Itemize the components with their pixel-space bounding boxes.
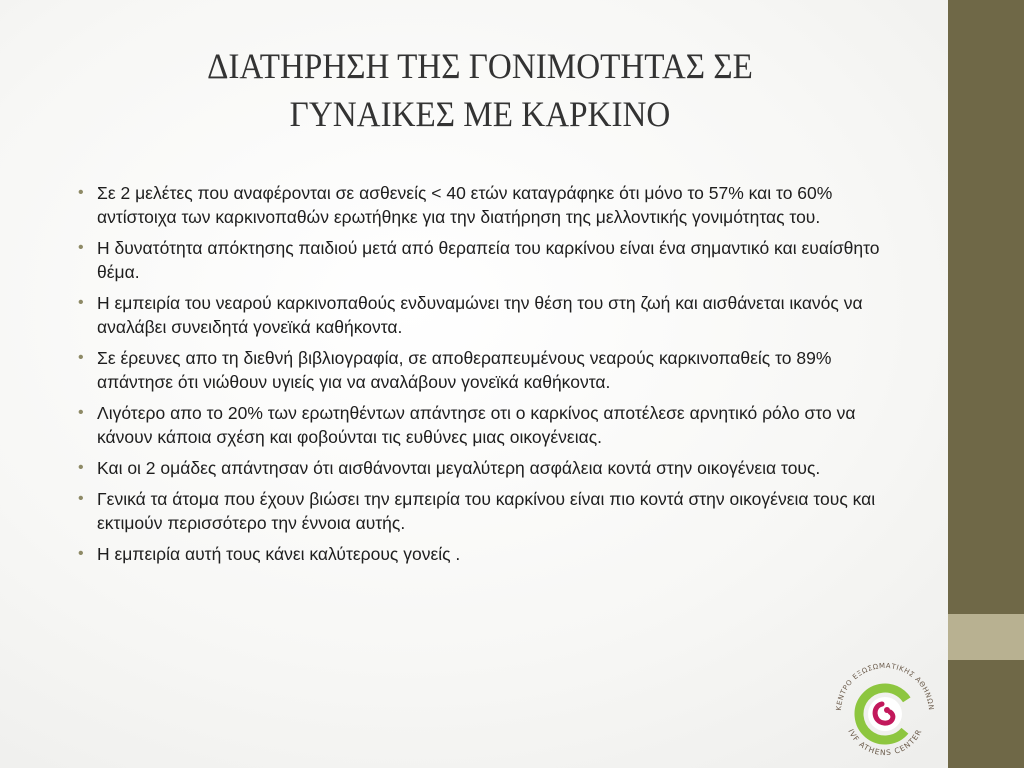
- sidebar-decoration-bottom: [948, 660, 1024, 768]
- bullet-item-3: • Η εμπειρία του νεαρού καρκινοπαθούς ενδυναμώνει την θέση του στη ζωή και αισθάνεται ικανός να αναλάβει συνειδητά γονεϊκά καθήκοντα.: [78, 291, 898, 339]
- bullet-item-1: • Σε 2 μελέτες που αναφέρονται σε ασθενείς < 40 ετών καταγράφηκε ότι μόνο το 57% και το 60% αντίστοιχα των καρκινοπαθών ερωτήθηκε για την διατήρηση της μελλοντικής γονιμότητας του.: [78, 181, 898, 229]
- bullet-item-6: • Και οι 2 ομάδες απάντησαν ότι αισθάνονται μεγαλύτερη ασφάλεια κοντά στην οικογένεια τους.: [78, 456, 898, 480]
- sidebar-decoration-accent: [948, 614, 1024, 660]
- logo-arc-top-text: ΚΕΝΤΡΟ ΕΞΩΣΩΜΑΤΙΚΗΣ ΑΘΗΝΩΝ: [834, 661, 936, 711]
- slide-title-line-1: ΔΙΑΤΗΡΗΣΗ ΤΗΣ ΓΟΝΙΜΟΤΗΤΑΣ ΣΕ: [207, 46, 753, 86]
- sidebar-decoration-top: [948, 0, 1024, 614]
- bullet-item-5: • Λιγότερο απο το 20% των ερωτηθέντων απάντησε οτι ο καρκίνος αποτέλεσε αρνητικό ρόλο στο να κάνουν κάποια σχέση και φοβούνται τις ευθύνες μιας οικογένειας.: [78, 401, 898, 449]
- ivf-athens-center-logo-icon: [826, 650, 944, 768]
- bullet-list: [78, 181, 898, 573]
- slide-title: [130, 42, 829, 138]
- bullet-item-8: • Η εμπειρία αυτή τους κάνει καλύτερους γονείς .: [78, 542, 898, 566]
- bullet-item-2: • Η δυνατότητα απόκτησης παιδιού μετά από θεραπεία του καρκίνου είναι ένα σημαντικό και ευαίσθητο θέμα.: [78, 236, 898, 284]
- logo-arc-bottom-text: IVF ATHENS CENTER: [846, 727, 924, 758]
- bullet-item-7: • Γενικά τα άτομα που έχουν βιώσει την εμπειρία του καρκίνου είναι πιο κοντά στην οικογένεια τους και εκτιμούν περισσότερο την έννοια αυτής.: [78, 487, 898, 535]
- slide-title-line-2: ΓΥΝΑΙΚΕΣ ΜΕ ΚΑΡΚΙΝΟ: [289, 94, 671, 134]
- bullet-item-4: • Σε έρευνες απο τη διεθνή βιβλιογραφία, σε αποθεραπευμένους νεαρούς καρκινοπαθείς το 89% απάντησε ότι νιώθουν υγιείς για να αναλάβουν γονεϊκά καθήκοντα.: [78, 346, 898, 394]
